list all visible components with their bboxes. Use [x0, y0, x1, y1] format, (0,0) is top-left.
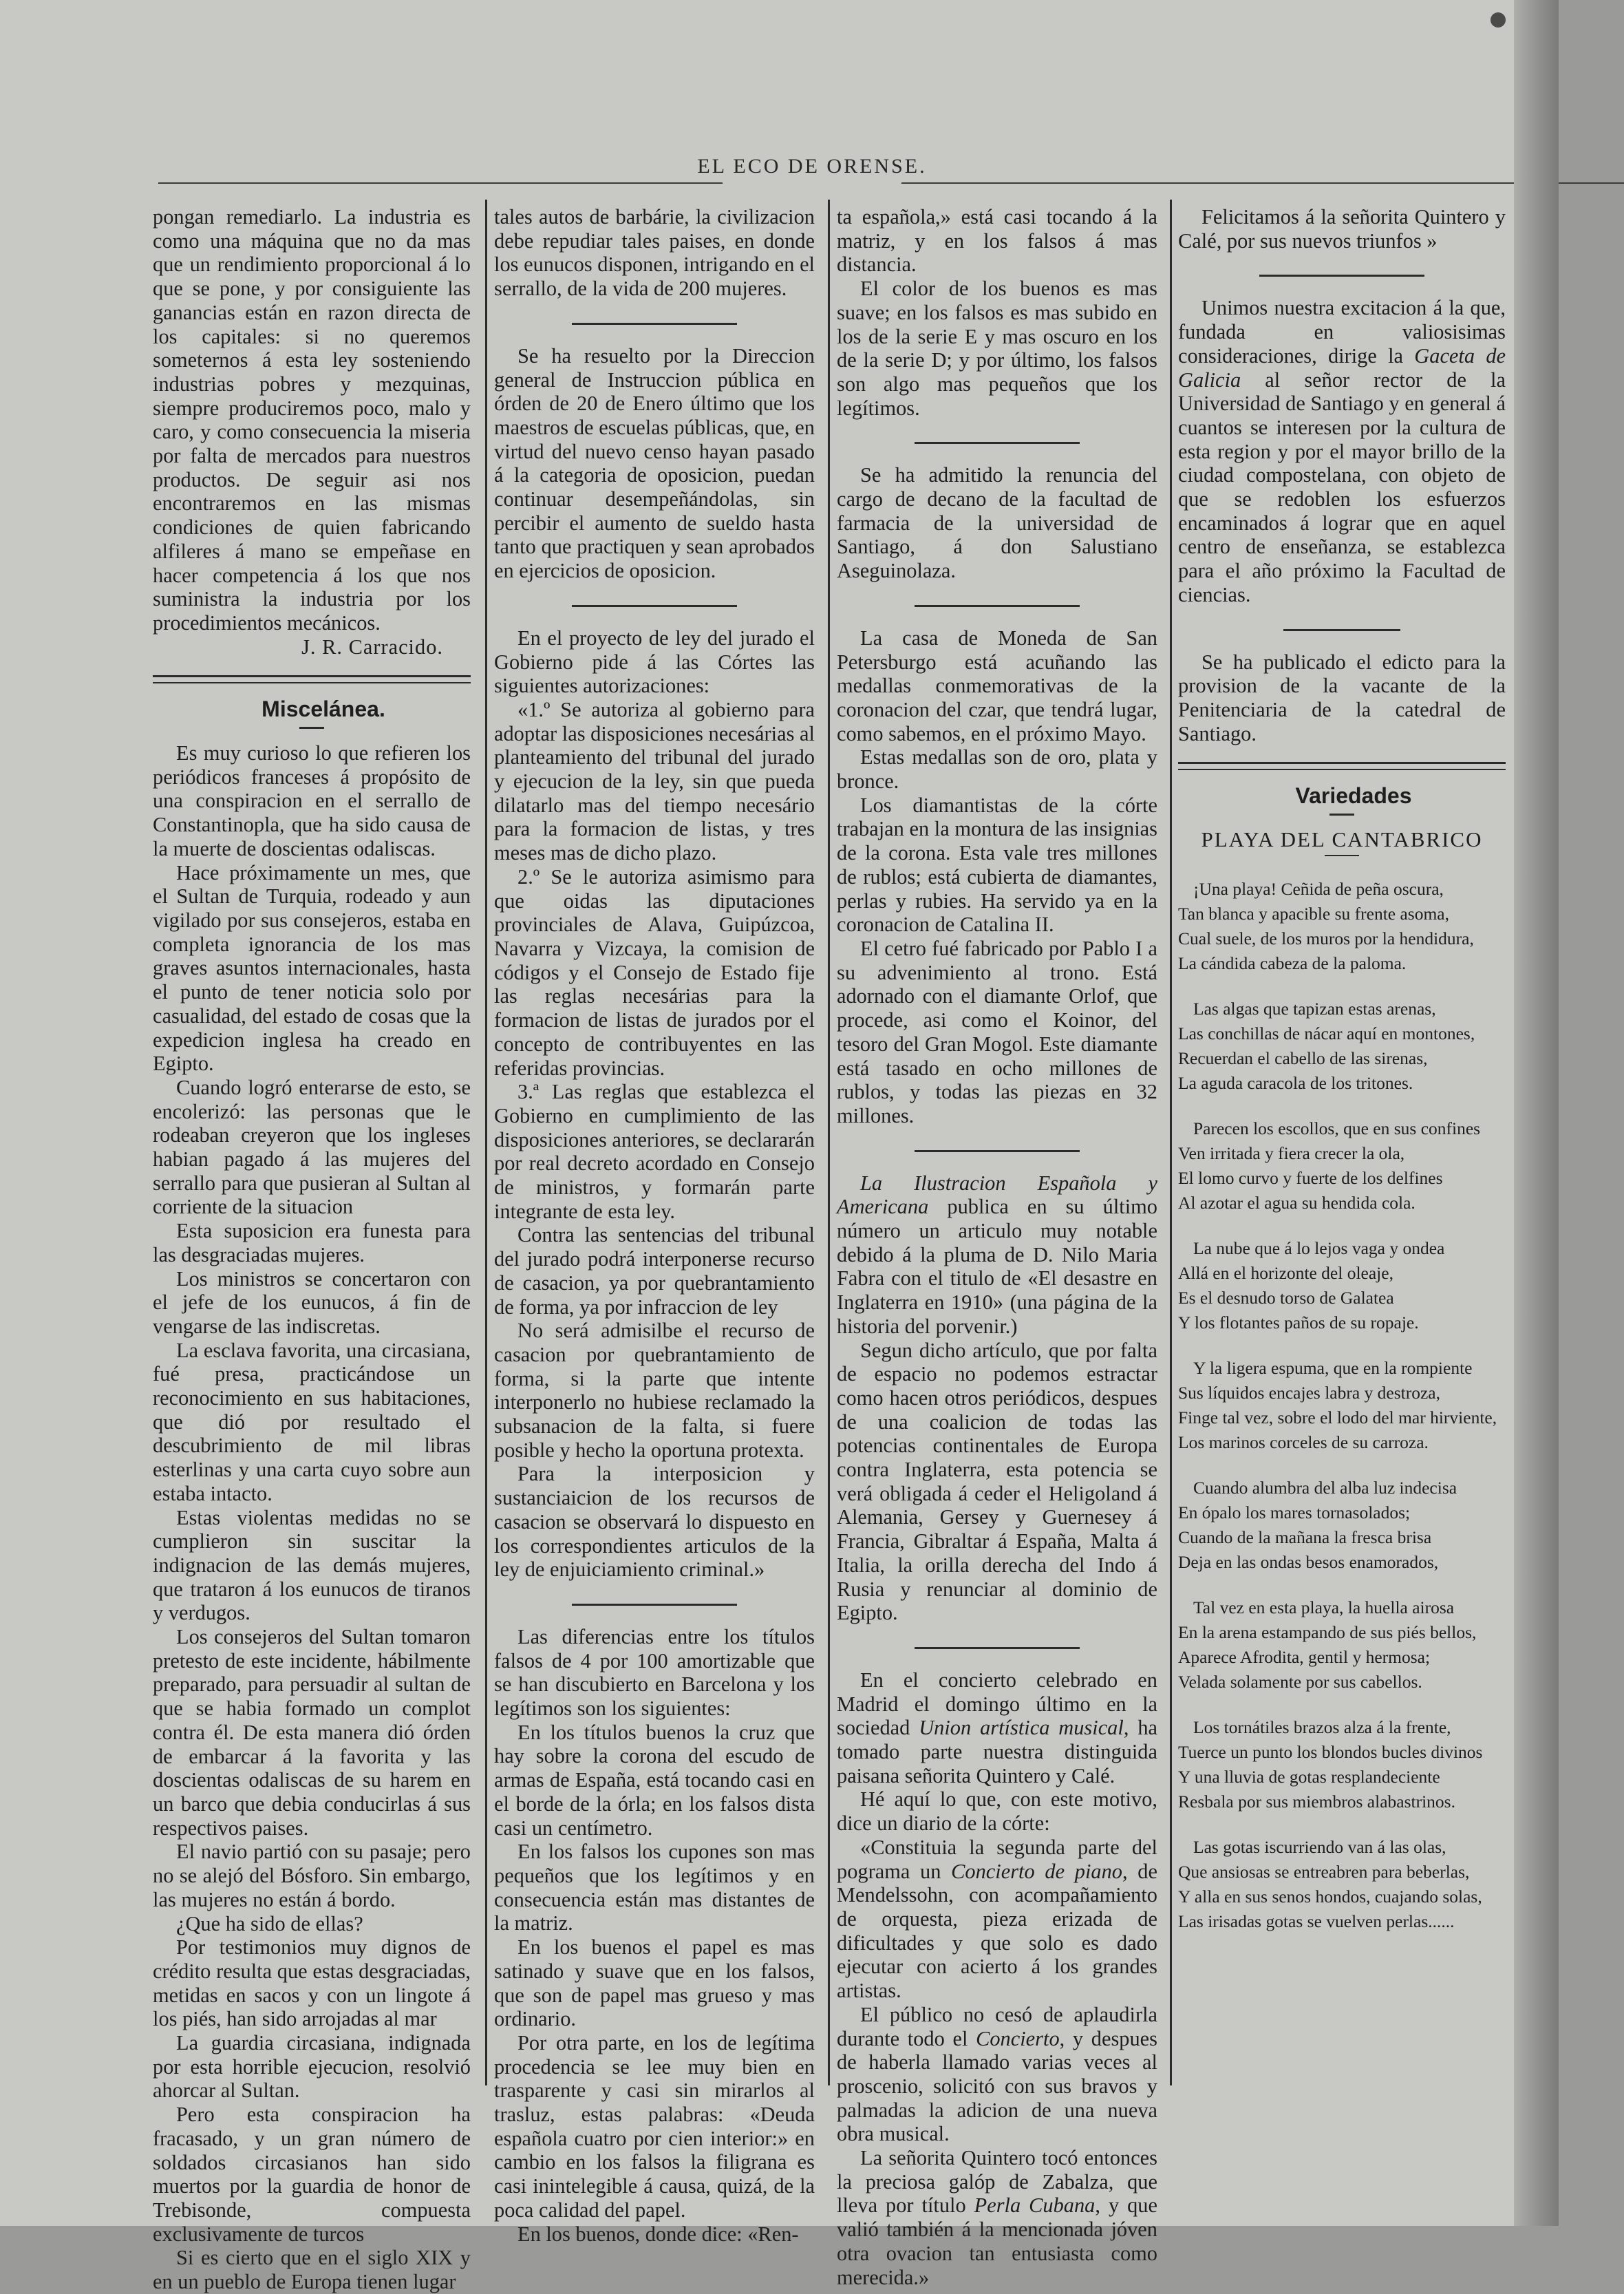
- section-divider: [1178, 762, 1506, 770]
- masthead-title: EL ECO DE ORENSE.: [697, 155, 927, 178]
- poem-stanza: [1178, 1116, 1506, 1215]
- column-rule-2: [828, 200, 830, 2085]
- poem-verse: Recuerdan el cabello de las sirenas,: [1178, 1048, 1428, 1068]
- poem-verse: Deja en las ondas besos enamorados,: [1178, 1551, 1439, 1572]
- poem-verse: La cándida cabeza de la paloma.: [1178, 953, 1407, 973]
- paragraph: [1178, 296, 1506, 606]
- paragraph: Esta suposicion era funesta para las desgraciadas mujeres.: [153, 1219, 471, 1266]
- paragraph: La esclava favorita, una circasiana, fué presa, practicándose un reconocimiento en sus habitaciones, que dió por resultado el descubrimiento de mil libras esterlinas y una carta cuyo sobre aun estaba intacto.: [153, 1338, 471, 1505]
- paragraph: Los diamantistas de la córte trabajan en la montura de las insignias de la corona. Esta vale tres millones de rublos; está cubierta de diamantes, perlas y rubies. Ha servido ya en la coronacion de Catalina II.: [837, 793, 1157, 937]
- news-divider: [572, 1604, 737, 1606]
- paragraph-text: Unimos nuestra excitacion á la que, fundada en valiosisimas consideraciones, dirige la: [1178, 296, 1506, 368]
- paragraph-text: al señor rector de la Universidad de Santiago y en general á cuantos se interesen por la cultura de esta region y por el mayor brillo de la ciudad compostelana, con objeto de que se redoblen los esfuerzos encaminados á lograr que en aquel centro de enseñanza, se establezca para el año próximo la Facultad de ciencias.: [1178, 368, 1506, 606]
- poem-verse: Las irisadas gotas se vuelven perlas......: [1178, 1911, 1455, 1931]
- paragraph: [837, 1171, 1157, 1339]
- author-signature: J. R. Carracido.: [301, 635, 443, 659]
- news-divider: [915, 442, 1080, 444]
- poem-verse: ¡Una playa! Ceñida de peña oscura,: [1193, 878, 1444, 899]
- poem-stanza: [1178, 1476, 1506, 1575]
- paragraph: Estas violentas medidas no se cumplieron sin suscitar la indignacion de las demás mujeres, que trataron á los eunucos de tiranos y verdugos.: [153, 1505, 471, 1625]
- paragraph: Los ministros se concertaron con el jefe de los eunucos, á fin de vengarse de las indiscretas.: [153, 1266, 471, 1338]
- poem-verse: Tal vez en esta playa, la huella airosa: [1193, 1597, 1455, 1617]
- news-divider: [915, 1150, 1080, 1152]
- paragraph: En el proyecto de ley del jurado el Gobierno pide á las Córtes las siguientes autorizaciones:: [494, 626, 815, 698]
- poem-verse: La nube que á lo lejos vaga y ondea: [1193, 1238, 1445, 1258]
- paragraph-text: «Constituia la segunda parte del pograma un: [837, 1835, 1157, 1883]
- article-text: pongan remediarlo. La industria es como una máquina que no da mas que un rendimiento proporcional á lo que se pone, y por consiguiente las ganancias están en razon directa de los capitales: si no queremos someternos á esta ley sosteniendo industrias pobres y mezquinas, siempre produciremos poco, malo y caro, y como consecuencia la miseria por falta de mercados para nuestros productos. De seguir asi nos encontraremos en las mismas condiciones de quien fabricando alfileres á mano se empeñase en hacer competencia á los que nos suministra la industria por los procedimientos mecánicos.: [153, 205, 471, 635]
- poem-verse: En la arena estampando de sus piés bellos,: [1178, 1622, 1477, 1642]
- paragraph-text: La señorita Quintero tocó entonces la preciosa galóp de Zabalza, que lleva por título: [837, 2146, 1157, 2218]
- paragraph: Si es cierto que en el siglo XIX y en un pueblo de Europa tienen lugar: [153, 2246, 471, 2294]
- paragraph: ta española,» está casi tocando á la matriz, y en los falsos á mas distancia.: [837, 205, 1157, 277]
- paragraph: Segun dicho artículo, que por falta de espacio no podemos estractar como hacen otros periódicos, despues de una coalicion de todas las potencias continentales de Europa contra Inglaterra, esta potencia se verá obligada á ceder el Heligoland á Alemania, Gersey y Guernesey á Francia, Gibraltar á España, Malta á Italia, la orilla derecha del Indo á Rusia y renunciar al dominio de Egipto.: [837, 1338, 1157, 1625]
- paragraph: [837, 1836, 1157, 2003]
- title-dash: [299, 727, 324, 729]
- poem-verse: Las gotas iscurriendo van á las olas,: [1193, 1836, 1446, 1857]
- work-title: Concierto: [976, 2026, 1060, 2050]
- column-3: [837, 205, 1157, 2289]
- masthead-rule-left: [158, 182, 723, 184]
- poem-title: PLAYA DEL CANTABRICO: [1201, 827, 1483, 852]
- paragraph: [837, 2146, 1157, 2289]
- ink-spot: [1491, 12, 1506, 28]
- paragraph: Para la interposicion y sustanciaicion de los recursos de casacion se observará lo dispuesto en los correspondientes articulos de la ley de enjuiciamiento criminal.»: [494, 1462, 815, 1582]
- paragraph-text: publica en su último número un articulo muy notable debido á la pluma de D. Nilo Maria Fabra con el titulo de «El desastre en Inglaterra en 1910» (una página de la historia del porvenir.): [837, 1195, 1157, 1338]
- paragraph: ¿Que ha sido de ellas?: [176, 1911, 363, 1935]
- publication-title: La Ilustracion Española y Americana: [837, 1171, 1157, 1219]
- section-divider: [153, 675, 471, 683]
- poem-verse: La aguda caracola de los tritones.: [1178, 1072, 1413, 1093]
- news-divider: [572, 323, 737, 325]
- paragraph: Cuando logró enterarse de esto, se encolerizó: las personas que le rodeaban creyeron que los ingleses habian pagado á las mujeres del serrallo para que pusieran al Sultan al corriente de la situacion: [153, 1075, 471, 1219]
- poem-verse: Finge tal vez, sobre el lodo del mar hirviente,: [1178, 1407, 1497, 1427]
- poem-verse: Cuando alumbra del alba luz indecisa: [1193, 1477, 1457, 1498]
- paragraph-text: , y despues de haberla llamado varias veces al proscenio, solicitó con sus bravos y palmadas la adicion de una nueva obra musical.: [837, 2026, 1157, 2146]
- column-1: [153, 205, 471, 2294]
- paragraph: Estas medallas son de oro, plata y bronce.: [837, 745, 1157, 794]
- paragraph-text: , ha tomado parte nuestra distinguida paisana señorita Quintero y Calé.: [837, 1716, 1157, 1787]
- paragraph: Por testimonios muy dignos de crédito resulta que estas desgraciadas, metidas en sacos y con un lingote á los piés, han sido arrojadas al mar: [153, 1935, 471, 2031]
- work-title: Concierto de piano: [951, 1859, 1122, 1883]
- section-title-miscelanea: Miscelánea.: [261, 697, 385, 722]
- paragraph: Por otra parte, en los de legítima procedencia se lee muy bien en trasparente y casi sin mirarlos al trasluz, estas palabras: «Deuda española cuatro por cien interior:» en cambio en los falsos la filigrana es casi inintelegible á causa, quizá, de la poca calidad del papel.: [494, 2030, 815, 2222]
- page-binding-edge: [1514, 0, 1559, 2226]
- poem-verse: Y una lluvia de gotas resplandeciente: [1178, 1766, 1440, 1787]
- paragraph-text: En el concierto celebrado en Madrid el domingo último en la sociedad: [837, 1668, 1157, 1740]
- poem-stanza: [1178, 1595, 1506, 1695]
- poem-verse: Allá en el horizonte del oleaje,: [1178, 1262, 1393, 1283]
- masthead: [158, 155, 1466, 189]
- paragraph: Las diferencias entre los títulos falsos de 4 por 100 amortizable que se han discubierto en Barcelona y los legítimos son los siguientes:: [494, 1624, 815, 1721]
- poem-stanza: [1178, 1715, 1506, 1814]
- paragraph: tales autos de barbárie, la civilizacion debe repudiar tales paises, en donde los eunucos disponen, intrigando en el serrallo, de la vida de 200 mujeres.: [494, 205, 815, 301]
- poem-verse: Y alla en sus senos hondos, cuajando solas,: [1178, 1886, 1482, 1907]
- society-name: Union artística musical: [919, 1716, 1124, 1740]
- paragraph: El color de los buenos es mas suave; en los falsos es mas subido en los de la serie E y mas oscuro en los de la serie D; y por último, los falsos son algo mas pequeños que los legítimos.: [837, 277, 1157, 420]
- poem-stanza: [1178, 1835, 1506, 1934]
- paragraph-text: El público no cesó de aplaudirla durante todo el: [837, 2002, 1157, 2050]
- paragraph: Se ha publicado el edicto para la provision de la vacante de la Penitenciaria de la catedral de Santiago.: [1178, 650, 1506, 745]
- poem-verse: Las algas que tapizan estas arenas,: [1193, 998, 1436, 1019]
- paragraph-text: , de Mendelssohn, con acompañamiento de orquesta, pieza erizada de dificultades y que solo es dado ejecutar con acierto á los grandes artistas.: [837, 1859, 1157, 2003]
- poem-verse: Cuando de la mañana la fresca brisa: [1178, 1527, 1432, 1547]
- poem-verse: Las conchillas de nácar aquí en montones,: [1178, 1023, 1475, 1043]
- paragraph: Es muy curioso lo que refieren los periódicos franceses á propósito de una conspiracion en el serrallo de Constantinopla, que ha sido causa de la muerte de doscientas odaliscas.: [153, 741, 471, 860]
- paragraph: Se ha admitido la renuncia del cargo de decano de la facultad de farmacia de la universidad de Santiago, á don Salustiano Aseguinolaza.: [837, 463, 1157, 583]
- poem: [1178, 877, 1506, 1934]
- poem-verse: Sus líquidos encajes labra y destroza,: [1178, 1382, 1440, 1403]
- paragraph: Hace próximamente un mes, que el Sultan de Turquia, rodeado y aun vigilado por sus consejeros, estaba en completa ignorancia de los mas graves asuntos internacionales, hasta el punto de tener noticia solo por casualidad, del estado de cosas que la expedicion inglesa ha creado en Egipto.: [153, 860, 471, 1076]
- poem-verse: Es el desnudo torso de Galatea: [1178, 1287, 1394, 1308]
- paragraph: Contra las sentencias del tribunal del jurado podrá interponerse recurso de casacion, ya por quebrantamiento de forma, ya por infraccion de ley: [494, 1223, 815, 1319]
- poem-verse: El lomo curvo y fuerte de los delfines: [1178, 1167, 1443, 1188]
- paragraph: En los falsos los cupones son mas pequeños que los legítimos y en consecuencia están mas distantes de la matriz.: [494, 1840, 815, 1935]
- paragraph: 3.ª Las reglas que establezca el Gobierno en cumplimiento de las disposiciones anteriores, se declararán por real decreto acordado en Consejo de ministros, y formarán parte integrante de esta ley.: [494, 1080, 815, 1223]
- column-4: [1178, 205, 1506, 1955]
- section-title-variedades: Variedades: [1295, 783, 1412, 809]
- paragraph-text: , y que valió también á la mencionada jóven otra ovacion tan entusiasta como merecida.»: [837, 2194, 1157, 2289]
- paragraph: Los consejeros del Sultan tomaron pretesto de este incidente, hábilmente preparado, para persuadir al sultan de que se habia formado un complot contra él. De esta manera dió órden de embarcar á la favorita y las doscientas odaliscas de su harem en un barco que debia conducirlas á sus respectivos paises.: [153, 1625, 471, 1840]
- paragraph: En los títulos buenos la cruz que hay sobre la corona del escudo de armas de España, está tocando casi en el borde de la órla; en los falsos dista casi un centímetro.: [494, 1720, 815, 1840]
- paragraph: «1.º Se autoriza al gobierno para adoptar las disposiciones necesárias al planteamiento del tribunal del jurado y ejecucion de la ley, sin que pueda dilatarlo mas del tiempo necesário para la formacion de listas, y tres meses mas de dicho plazo.: [494, 697, 815, 865]
- poem-verse: Al azotar el agua su hendida cola.: [1178, 1192, 1415, 1213]
- poem-verse: Y la ligera espuma, que en la rompiente: [1193, 1357, 1473, 1378]
- poem-verse: Los marinos corceles de su carroza.: [1178, 1432, 1429, 1452]
- news-divider: [915, 605, 1080, 607]
- paragraph: [837, 2003, 1157, 2146]
- poem-verse: Los tornátiles brazos alza á la frente,: [1193, 1717, 1451, 1737]
- poem-verse: En ópalo los mares tornasolados;: [1178, 1502, 1411, 1522]
- paragraph: [837, 1668, 1157, 1788]
- title-dash: [1329, 814, 1354, 816]
- paragraph: Hé aquí lo que, con este motivo, dice un diario de la córte:: [837, 1787, 1157, 1836]
- paragraph: En los buenos el papel es mas satinado y suave que en los falsos, que son de papel mas grueso y mas ordinario.: [494, 1935, 815, 2031]
- poem-stanza: [1178, 1236, 1506, 1335]
- publication-title: Gaceta de Galicia: [1178, 343, 1506, 392]
- paragraph: 2.º Se le autoriza asimismo para que oidas las diputaciones provinciales de Alava, Guipúzcoa, Navarra y Vizcaya, la comision de códigos y el Consejo de Estado fije las reglas necesárias para la formacion de listas de jurados por el concepto de contribuyentes en las referidas provincias.: [494, 864, 815, 1080]
- work-title: Perla Cubana: [974, 2194, 1096, 2218]
- poem-verse: Aparece Afrodita, gentil y hermosa;: [1178, 1646, 1431, 1667]
- poem-verse: Resbala por sus miembros alabastrinos.: [1178, 1791, 1455, 1812]
- news-divider: [572, 605, 737, 607]
- news-divider: [1283, 629, 1400, 631]
- paragraph: El cetro fué fabricado por Pablo I a su advenimiento al trono. Está adornado con el diamante Orlof, que procede, asi como el Koinor, del tesoro del Gran Mogol. Este diamante está tasado en ocho millones de rublos, y todas las piezas en 32 millones.: [837, 936, 1157, 1127]
- poem-stanza: [1178, 1356, 1506, 1455]
- poem-stanza: [1178, 997, 1506, 1096]
- column-2: [494, 205, 815, 2246]
- paragraph: La casa de Moneda de San Petersburgo está acuñando las medallas conmemorativas de la coronacion del czar, que tendrá lugar, como sabemos, en el próximo Mayo.: [837, 626, 1157, 745]
- paragraph: Felicitamos á la señorita Quintero y Calé, por sus nuevos triunfos »: [1178, 205, 1506, 253]
- poem-verse: Tuerce un punto los blondos bucles divinos: [1178, 1741, 1483, 1762]
- poem-verse: Y los flotantes paños de su ropaje.: [1178, 1312, 1419, 1332]
- paragraph: En los buenos, donde dice: «Ren-: [517, 2222, 799, 2246]
- news-divider: [1259, 275, 1424, 277]
- column-rule-1: [485, 200, 487, 2085]
- column-rule-3: [1170, 200, 1172, 2085]
- poem-verse: Ven irritada y fiera crecer la ola,: [1178, 1143, 1405, 1163]
- poem-verse: Tan blanca y apacible su frente asoma,: [1178, 903, 1449, 924]
- paragraph: Se ha resuelto por la Direccion general de Instruccion pública en órden de 20 de Enero último que los maestros de escuelas públicas, que, en virtud del nuevo censo hayan pasado á la categoria de oposicion, puedan continuar desempeñándolas, sin percibir el aumento de sueldo hasta tanto que practiquen y sean aprobados en ejercicios de oposicion.: [494, 343, 815, 583]
- poem-verse: Parecen los escollos, que en sus confines: [1193, 1118, 1481, 1138]
- paragraph: El navio partió con su pasaje; pero no se alejó del Bósforo. Sin embargo, las mujeres no están á bordo.: [153, 1840, 471, 1911]
- paragraph: La guardia circasiana, indignada por esta horrible ejecucion, resolvió ahorcar al Sultan.: [153, 2031, 471, 2103]
- poem-stanza: [1178, 877, 1506, 976]
- paragraph: No será admisilbe el recurso de casacion por quebrantamiento de forma, si la parte que intente interponerlo no hubiese reclamado la subsanacion de la falta, si fuere posible y hecho la oportuna protexta.: [494, 1319, 815, 1462]
- poem-verse: Cual suele, de los muros por la hendidura,: [1178, 928, 1474, 948]
- paragraph: Pero esta conspiracion ha fracasado, y un gran número de soldados circasianos han sido muertos por la guardia de honor de Trebisonde, compuesta exclusivamente de turcos: [153, 2103, 471, 2246]
- poem-verse: Velada solamente por sus cabellos.: [1178, 1671, 1422, 1692]
- news-divider: [915, 1647, 1080, 1649]
- poem-title-dash: [1325, 855, 1359, 856]
- poem-verse: Que ansiosas se entreabren para beberlas,: [1178, 1861, 1470, 1882]
